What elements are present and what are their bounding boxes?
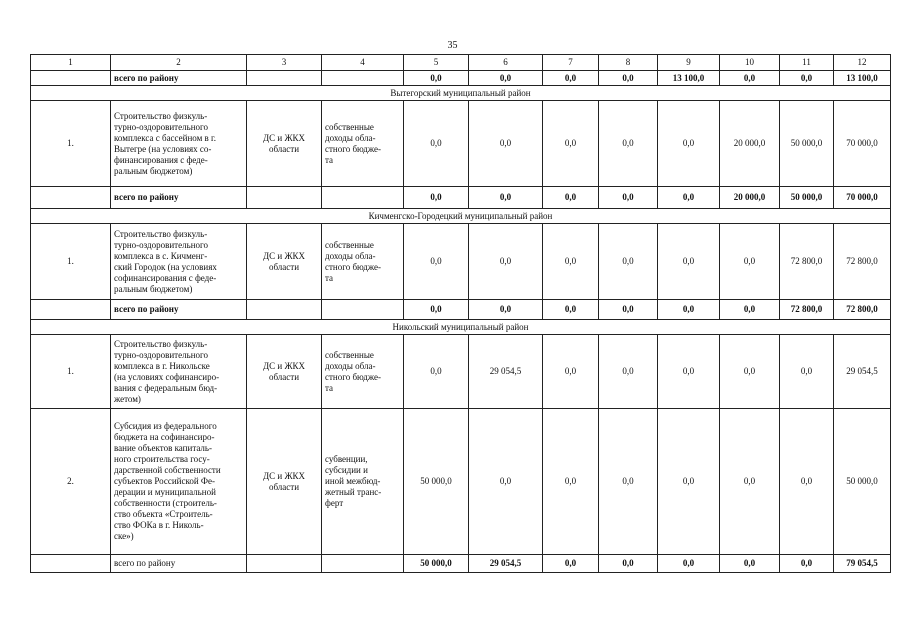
column-header: 2 <box>111 55 247 71</box>
table-cell: 70 000,0 <box>834 101 891 187</box>
table-cell: 0,0 <box>469 224 543 300</box>
table-cell: 20 000,0 <box>720 101 780 187</box>
table-cell: 29 054,5 <box>469 555 543 573</box>
table-cell: 0,0 <box>543 101 599 187</box>
table-cell: 50 000,0 <box>780 101 834 187</box>
responsible: ДС и ЖКХ области <box>247 335 322 409</box>
row-number: 1. <box>31 335 111 409</box>
column-header: 1 <box>31 55 111 71</box>
column-header: 10 <box>720 55 780 71</box>
table-cell: 72 800,0 <box>780 300 834 320</box>
table-cell: 0,0 <box>404 300 469 320</box>
column-header: 4 <box>322 55 404 71</box>
table-cell: 0,0 <box>469 187 543 209</box>
table-cell: 79 054,5 <box>834 555 891 573</box>
table-cell: 72 800,0 <box>780 224 834 300</box>
table-cell: 29 054,5 <box>834 335 891 409</box>
table-cell: 13 100,0 <box>658 71 720 86</box>
table-cell: 0,0 <box>599 555 658 573</box>
table-row <box>31 335 891 409</box>
table-cell: 0,0 <box>469 409 543 555</box>
table-cell: 0,0 <box>658 101 720 187</box>
total-row <box>31 187 891 209</box>
column-header-row <box>31 55 891 71</box>
table-cell: 0,0 <box>720 555 780 573</box>
table-cell: 0,0 <box>780 335 834 409</box>
total-label: всего по району <box>111 187 247 209</box>
column-header: 12 <box>834 55 891 71</box>
table-cell: 0,0 <box>404 101 469 187</box>
column-header: 3 <box>247 55 322 71</box>
row-number: 1. <box>31 101 111 187</box>
total-label: всего по району <box>111 71 247 86</box>
table-cell: 0,0 <box>658 300 720 320</box>
table-cell: 0,0 <box>543 187 599 209</box>
column-header: 7 <box>543 55 599 71</box>
table-row <box>31 101 891 187</box>
table-cell: 0,0 <box>404 335 469 409</box>
funding-source: собственные доходы обла- стного бюдже- та <box>322 335 404 409</box>
table-cell: 50 000,0 <box>780 187 834 209</box>
table-cell: 0,0 <box>469 71 543 86</box>
table-cell: 0,0 <box>658 555 720 573</box>
total-row <box>31 71 891 86</box>
table-cell: 0,0 <box>599 101 658 187</box>
funding-source: собственные доходы обла- стного бюдже- та <box>322 101 404 187</box>
table-cell: 0,0 <box>599 187 658 209</box>
table-cell: 0,0 <box>720 224 780 300</box>
table-cell: 72 800,0 <box>834 224 891 300</box>
funding-source: субвенции, субсидии и иной межбюд- жетный транс- ферт <box>322 409 404 555</box>
project-name: Строительство физкуль- турно-оздоровительного комплекса с бассейном в г. Вытегре (на условиях со- финансирования с феде- ральным бюджетом) <box>111 101 247 187</box>
column-header: 11 <box>780 55 834 71</box>
table-cell: 0,0 <box>658 224 720 300</box>
table-cell: 50 000,0 <box>404 409 469 555</box>
project-name: Строительство физкуль- турно-оздоровительного комплекса в г. Никольске (на условиях софинансиро- вания с федеральным бюд- жетом) <box>111 335 247 409</box>
table-row <box>31 224 891 300</box>
row-number: 2. <box>31 409 111 555</box>
table-cell: 0,0 <box>599 335 658 409</box>
region-title: Вытегорский муниципальный район <box>31 86 891 101</box>
responsible: ДС и ЖКХ области <box>247 101 322 187</box>
table-cell: 0,0 <box>543 409 599 555</box>
total-row <box>31 555 891 573</box>
table-cell: 0,0 <box>599 300 658 320</box>
table-cell: 0,0 <box>720 300 780 320</box>
region-row <box>31 209 891 224</box>
table-cell: 20 000,0 <box>720 187 780 209</box>
total-label: всего по району <box>111 555 247 573</box>
funding-source: собственные доходы обла- стного бюдже- та <box>322 224 404 300</box>
region-title: Никольский муниципальный район <box>31 320 891 335</box>
table-cell: 0,0 <box>543 224 599 300</box>
table-row <box>31 409 891 555</box>
table-cell: 72 800,0 <box>834 300 891 320</box>
table-cell: 0,0 <box>780 71 834 86</box>
table-cell: 0,0 <box>404 224 469 300</box>
page-number: 35 <box>447 40 458 51</box>
table-cell: 0,0 <box>599 409 658 555</box>
table-cell: 50 000,0 <box>404 555 469 573</box>
table-cell: 0,0 <box>720 335 780 409</box>
table-cell: 0,0 <box>543 300 599 320</box>
responsible: ДС и ЖКХ области <box>247 409 322 555</box>
table-cell: 0,0 <box>543 335 599 409</box>
table-cell: 70 000,0 <box>834 187 891 209</box>
region-title: Кичменгско-Городецкий муниципальный район <box>31 209 891 224</box>
table-cell: 0,0 <box>720 71 780 86</box>
project-name: Строительство физкуль- турно-оздоровительного комплекса в с. Кичменг- ский Городок (на условиях софинансирования с феде- ральным бюджетом) <box>111 224 247 300</box>
table-cell: 0,0 <box>658 187 720 209</box>
project-name: Субсидия из федерального бюджета на софинансиро- вание объектов капиталь- ного строительства госу- дарственной собственности субъектов Российской Фе- дерации и муниципальной собственности (строитель- ство объекта «Строитель- ство ФОКа в г. Николь- ске») <box>111 409 247 555</box>
table-cell: 0,0 <box>720 409 780 555</box>
table-cell: 0,0 <box>658 409 720 555</box>
table-cell: 0,0 <box>469 101 543 187</box>
column-header: 8 <box>599 55 658 71</box>
table-cell: 0,0 <box>599 224 658 300</box>
region-row <box>31 320 891 335</box>
table-cell: 0,0 <box>404 187 469 209</box>
table-cell: 0,0 <box>780 555 834 573</box>
column-header: 6 <box>469 55 543 71</box>
table-cell: 0,0 <box>469 300 543 320</box>
responsible: ДС и ЖКХ области <box>247 224 322 300</box>
row-number: 1. <box>31 224 111 300</box>
table-cell: 0,0 <box>599 71 658 86</box>
total-label: всего по району <box>111 300 247 320</box>
budget-table <box>30 54 891 573</box>
column-header: 9 <box>658 55 720 71</box>
table-cell: 29 054,5 <box>469 335 543 409</box>
table-cell: 0,0 <box>543 71 599 86</box>
table-cell: 13 100,0 <box>834 71 891 86</box>
table-cell: 0,0 <box>780 409 834 555</box>
region-row <box>31 86 891 101</box>
table-cell: 50 000,0 <box>834 409 891 555</box>
table-cell: 0,0 <box>543 555 599 573</box>
table-cell: 0,0 <box>658 335 720 409</box>
table-cell: 0,0 <box>404 71 469 86</box>
column-header: 5 <box>404 55 469 71</box>
total-row <box>31 300 891 320</box>
